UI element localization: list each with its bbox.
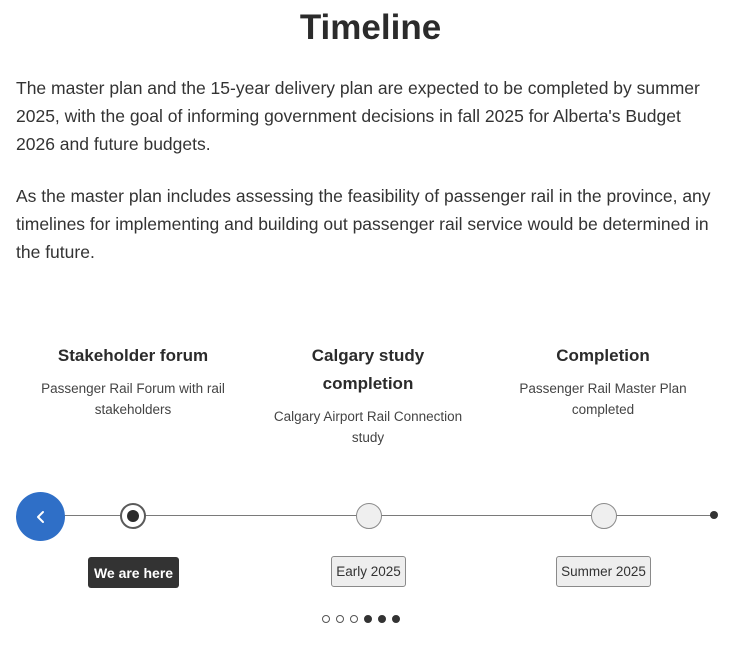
feasibility-paragraph: As the master plan includes assessing the feasibility of passenger rail in the province, any timelines for implementing and building out passenger rail service would be determined in the future. (16, 186, 711, 262)
pagination-dot-1[interactable] (322, 615, 330, 623)
milestone-description: Passenger Rail Master Plan completed (519, 381, 687, 417)
timeline-node (591, 503, 617, 529)
page-title: Timeline (299, 8, 442, 47)
milestone-completion (493, 342, 713, 420)
pagination-dot-5[interactable] (378, 615, 386, 623)
milestone-title: Stakeholder forum (57, 346, 209, 365)
milestone-description: Calgary Airport Rail Connection study (273, 409, 463, 445)
timeline-end-dot (710, 511, 718, 519)
timeline-node (356, 503, 382, 529)
previous-button[interactable] (16, 492, 65, 541)
milestone-title: Calgary study completion (311, 346, 425, 393)
milestone-stakeholder-forum (23, 342, 243, 420)
current-status-badge: We are here (88, 557, 179, 588)
pagination-dot-2[interactable] (336, 615, 344, 623)
date-badge: Early 2025 (331, 556, 406, 587)
pagination-dot-6[interactable] (392, 615, 400, 623)
chevron-left-icon (34, 510, 48, 524)
milestone-description: Passenger Rail Forum with rail stakeholders (41, 381, 225, 417)
intro-paragraph: The master plan and the 15-year delivery plan are expected to be completed by summer 2025, with the goal of informing government decisions in fall 2025 for Alberta's Budget 2026 and future budgets. (16, 78, 700, 154)
milestone-title: Completion (556, 346, 650, 365)
date-badge: Summer 2025 (556, 556, 651, 587)
timeline-node-current (120, 503, 146, 529)
pagination-dot-4[interactable] (364, 615, 372, 623)
carousel-pagination (322, 615, 400, 625)
milestone-calgary-study (258, 342, 478, 448)
pagination-dot-3[interactable] (350, 615, 358, 623)
